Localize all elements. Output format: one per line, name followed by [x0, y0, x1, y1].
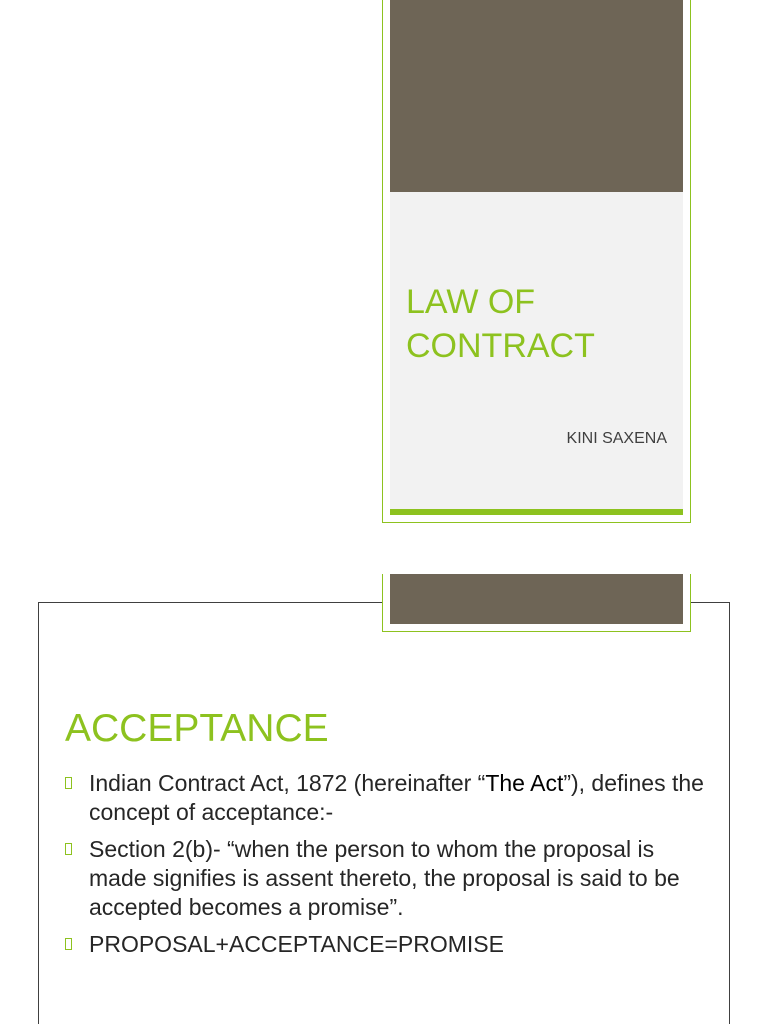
content-slide-header-tab — [382, 574, 691, 632]
bullet-item — [65, 835, 705, 922]
title-slide — [382, 0, 691, 523]
content-slide-image — [390, 574, 683, 624]
content-slide-title: ACCEPTANCE — [65, 707, 329, 750]
bullet-item — [65, 769, 705, 827]
title-slide-image — [390, 0, 683, 192]
title-slide-panel — [390, 0, 683, 515]
content-slide — [38, 602, 730, 1024]
bullet-marker-icon — [65, 938, 72, 950]
bullet-text-emphasis: The Act — [485, 770, 564, 796]
accent-bar — [390, 509, 683, 515]
bullet-marker-icon — [65, 843, 72, 855]
slide-title-line1: LAW OF — [406, 283, 536, 321]
bullet-list — [65, 769, 705, 967]
bullet-text-pre: Indian Contract Act, 1872 (hereinafter “ — [89, 770, 486, 796]
author-name: KINI SAXENA — [566, 430, 667, 447]
slide-title-line2: CONTRACT — [406, 327, 595, 365]
bullet-item — [65, 930, 705, 959]
bullet-text-post: ”), defines the concept of acceptance:- — [89, 770, 704, 825]
bullet-text: Section 2(b)- “when the person to whom the proposal is made signifies is assent thereto, the proposal is said to be accepted becomes a promise”. — [89, 836, 680, 920]
bullet-marker-icon — [65, 777, 72, 789]
slide-title — [406, 280, 666, 368]
bullet-text: PROPOSAL+ACCEPTANCE=PROMISE — [89, 931, 504, 957]
